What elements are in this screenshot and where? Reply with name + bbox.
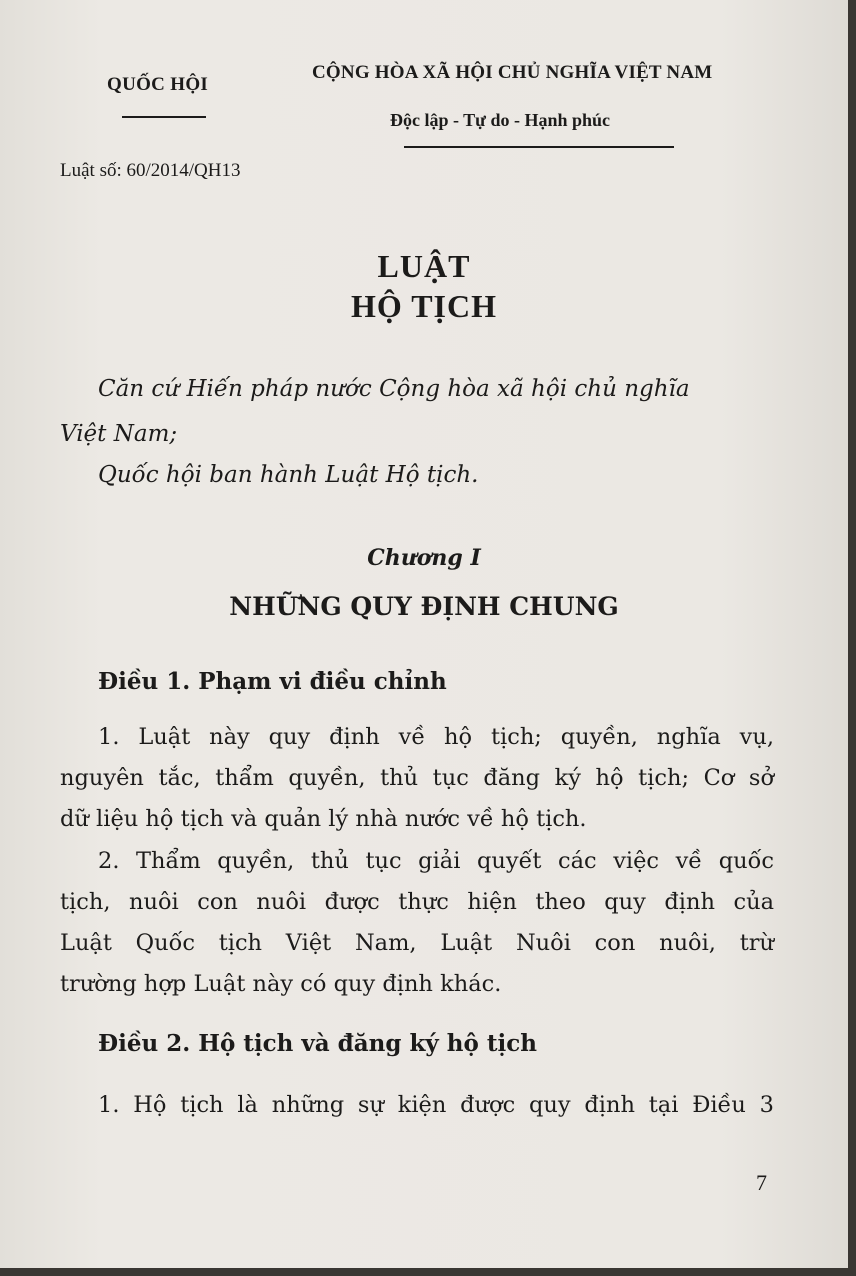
article-heading: Điều 2. Hộ tịch và đăng ký hộ tịch <box>98 1030 537 1057</box>
law-title-line1: LUẬT <box>377 248 471 284</box>
body-line: Luật Quốc tịch Việt Nam, Luật Nuôi con nuôi, trừ <box>60 930 774 956</box>
chapter-label: Chương I <box>367 545 481 571</box>
preamble-line: Quốc hội ban hành Luật Hộ tịch. <box>98 462 479 488</box>
national-motto: Độc lập - Tự do - Hạnh phúc <box>390 110 611 130</box>
issuing-body: QUỐC HỘI <box>107 74 209 95</box>
body-line: tịch, nuôi con nuôi được thực hiện theo quy định của <box>60 889 774 915</box>
law-title-line2: HỘ TỊCH <box>351 288 497 324</box>
national-title: CỘNG HÒA XÃ HỘI CHỦ NGHĨA VIỆT NAM <box>312 62 713 83</box>
body-line: nguyên tắc, thẩm quyền, thủ tục đăng ký hộ tịch; Cơ sở <box>60 765 774 791</box>
issuing-body-underline <box>122 116 206 118</box>
motto-underline <box>404 146 674 148</box>
article-heading: Điều 1. Phạm vi điều chỉnh <box>98 668 447 695</box>
body-line: 1. Hộ tịch là những sự kiện được quy định tại Điều 3 <box>98 1092 774 1118</box>
page-number: 7 <box>756 1170 767 1195</box>
body-line: 1. Luật này quy định về hộ tịch; quyền, nghĩa vụ, <box>98 724 774 750</box>
body-line: trường hợp Luật này có quy định khác. <box>60 971 502 997</box>
preamble-line: Việt Nam; <box>60 421 178 447</box>
preamble-line: Căn cứ Hiến pháp nước Cộng hòa xã hội chủ nghĩa <box>98 376 690 402</box>
chapter-title: NHỮNG QUY ĐỊNH CHUNG <box>229 592 619 621</box>
body-line: dữ liệu hộ tịch và quản lý nhà nước về hộ tịch. <box>60 806 587 832</box>
law-number: Luật số: 60/2014/QH13 <box>60 160 241 181</box>
body-line: 2. Thẩm quyền, thủ tục giải quyết các việc về quốc <box>98 848 774 874</box>
